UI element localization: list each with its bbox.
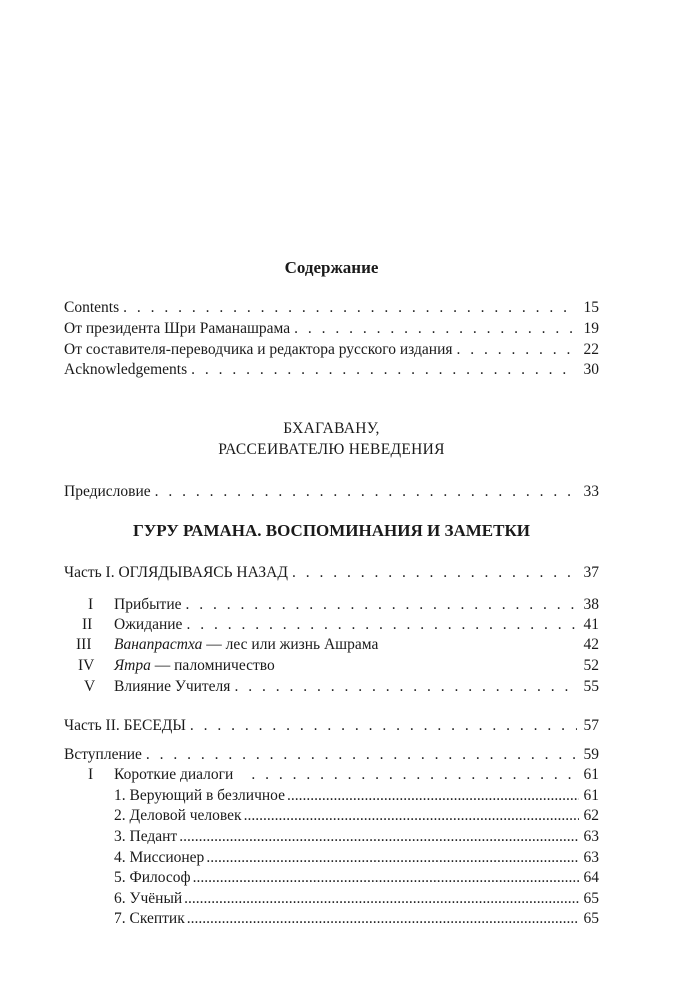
- entry-page: 63: [583, 849, 599, 866]
- entry-page: 64: [583, 869, 599, 886]
- chapter-number: V: [84, 678, 96, 695]
- entry-label: Прибытие: [114, 596, 182, 613]
- entry-page: 61: [583, 766, 599, 783]
- leader-dots: [206, 848, 579, 868]
- entry-label: Часть II. БЕСЕДЫ: [64, 717, 186, 734]
- toc-entry-dialogue[interactable]: [64, 786, 599, 806]
- toc-entry-dialogue[interactable]: [64, 909, 599, 929]
- entry-label-italic: Ванапрастха: [114, 636, 203, 653]
- entry-label: 2. Деловой человек: [114, 807, 242, 824]
- entry-label: [108, 656, 275, 676]
- leader-dots: [251, 765, 577, 785]
- entry-page: 55: [583, 678, 599, 695]
- toc-entry-part-2[interactable]: [64, 716, 599, 736]
- toc-entry-dialogue[interactable]: [64, 827, 599, 847]
- leader-dots: [292, 563, 577, 583]
- entry-page: 33: [583, 483, 599, 500]
- entry-page: 62: [583, 807, 599, 824]
- entry-label-rest: — лес или жизнь Ашрама: [202, 636, 379, 653]
- leader-dots: [244, 806, 579, 826]
- leader-dots: [187, 909, 579, 929]
- section-title-guru-ramana: ГУРУ РАМАНА. ВОСПОМИНАНИЯ И ЗАМЕТКИ: [132, 521, 531, 540]
- toc-entry-dialogue[interactable]: [64, 889, 599, 909]
- leader-dots: [191, 360, 577, 380]
- leader-dots: [190, 716, 577, 736]
- entry-label: Предисловие: [64, 483, 151, 500]
- entry-label: Contents: [64, 299, 120, 316]
- entry-page: 65: [583, 910, 599, 927]
- chapter-number: II: [82, 616, 93, 633]
- toc-entry-chapter[interactable]: [64, 765, 599, 785]
- entry-page: 19: [583, 320, 599, 337]
- entry-label: 6. Учёный: [114, 890, 183, 907]
- toc-title: Содержание: [284, 258, 379, 277]
- toc-entry-dialogue[interactable]: [64, 806, 599, 826]
- chapter-number: III: [76, 636, 92, 653]
- entry-page: 41: [583, 616, 599, 633]
- leader-dots: [287, 786, 579, 806]
- entry-label: От составителя-переводчика и редактора русского издания: [64, 341, 453, 358]
- entry-page: 63: [583, 828, 599, 845]
- entry-label: 1. Верующий в безличное: [114, 787, 285, 804]
- entry-label-italic: Ятра: [114, 657, 151, 674]
- leader-dots: [179, 827, 579, 847]
- entry-label: Ожидание: [114, 616, 183, 633]
- dedication-line-1: БХАГАВАНУ,: [283, 420, 380, 437]
- toc-entry-translator[interactable]: [64, 340, 599, 360]
- toc-entry-part-1[interactable]: [64, 563, 599, 583]
- entry-label: Часть I. ОГЛЯДЫВАЯСЬ НАЗАД: [64, 564, 288, 581]
- toc-entry-chapter[interactable]: [64, 615, 599, 635]
- leader-dots: [155, 482, 577, 502]
- entry-page: 38: [583, 596, 599, 613]
- entry-page: 65: [583, 890, 599, 907]
- toc-entry-contents[interactable]: [64, 298, 599, 318]
- entry-page: 30: [583, 361, 599, 378]
- toc-entry-preface[interactable]: [64, 482, 599, 502]
- toc-entry-chapter[interactable]: [64, 656, 599, 676]
- table-of-contents-page: [64, 0, 599, 1000]
- leader-dots: [146, 745, 577, 765]
- leader-dots: [186, 595, 578, 615]
- entry-label: 4. Миссионер: [114, 849, 205, 866]
- entry-page: 57: [583, 717, 599, 734]
- toc-entry-dialogue[interactable]: [64, 848, 599, 868]
- entry-page: 59: [583, 746, 599, 763]
- leader-dots: [294, 319, 577, 339]
- entry-label: Вступление: [64, 746, 142, 763]
- entry-label: Acknowledgements: [64, 361, 188, 378]
- leader-dots: [123, 298, 577, 318]
- dedication-line-2: РАССЕИВАТЕЛЮ НЕВЕДЕНИЯ: [218, 441, 445, 458]
- entry-page: 42: [583, 636, 599, 653]
- toc-entry-introduction[interactable]: [64, 745, 599, 765]
- entry-page: 22: [583, 341, 599, 358]
- entry-page: 61: [583, 787, 599, 804]
- entry-page: 37: [583, 564, 599, 581]
- entry-label: [108, 635, 378, 655]
- toc-entry-dialogue[interactable]: [64, 868, 599, 888]
- leader-dots: [193, 868, 579, 888]
- chapter-number: IV: [78, 657, 95, 674]
- toc-entry-president[interactable]: [64, 319, 599, 339]
- entry-page: 52: [583, 657, 599, 674]
- entry-label: 5. Философ: [114, 869, 191, 886]
- entry-label: 3. Педант: [114, 828, 178, 845]
- leader-dots: [186, 615, 577, 635]
- leader-dots: [184, 889, 579, 909]
- chapter-number: I: [88, 596, 94, 613]
- entry-label: 7. Скептик: [114, 910, 185, 927]
- toc-entry-chapter[interactable]: [64, 595, 599, 615]
- entry-label: От президента Шри Раманашрама: [64, 320, 291, 337]
- entry-label: Короткие диалоги: [114, 766, 234, 783]
- leader-dots: [457, 340, 578, 360]
- entry-page: 15: [583, 299, 599, 316]
- leader-dots: [234, 677, 577, 697]
- entry-label-rest: — паломничество: [150, 657, 275, 674]
- toc-entry-acknowledgements[interactable]: [64, 360, 599, 380]
- toc-entry-chapter[interactable]: [64, 677, 599, 697]
- entry-label: Влияние Учителя: [114, 678, 231, 695]
- toc-entry-chapter[interactable]: [64, 635, 599, 655]
- chapter-number: I: [88, 766, 94, 783]
